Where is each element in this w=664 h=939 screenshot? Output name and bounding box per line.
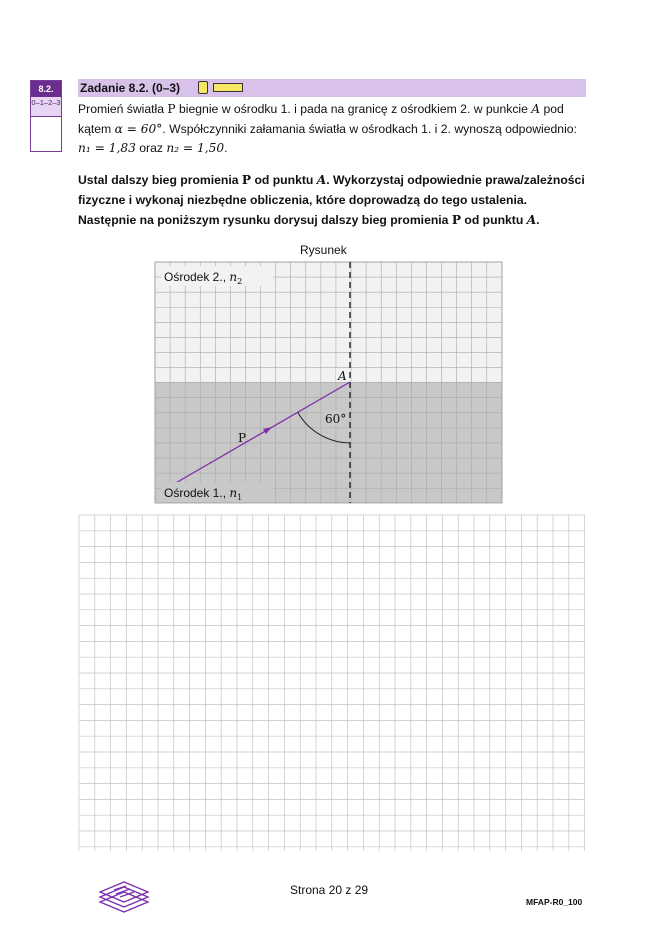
angle-label: 60° bbox=[325, 412, 347, 426]
point-symbol: A bbox=[316, 173, 327, 187]
instruction-text: Ustal dalszy bieg promienia bbox=[78, 173, 242, 187]
instruction-text: od punktu bbox=[251, 173, 317, 187]
instruction-text: . bbox=[536, 213, 540, 227]
logo-icon bbox=[96, 876, 152, 916]
intro-text: . bbox=[224, 141, 228, 155]
intro-text: Promień światła bbox=[78, 102, 168, 116]
intro-text: . Współczynniki załamania światła w ośrodkach 1. i 2. wynoszą odpowiednio: bbox=[162, 121, 577, 136]
n2-expression: n₂ = 1,50 bbox=[166, 141, 225, 155]
point-a-label: A bbox=[338, 369, 347, 383]
point-symbol: A bbox=[526, 213, 537, 227]
instruction-text: . Wykorzystaj odpowiednie prawa/zależności bbox=[326, 173, 585, 187]
n1-expression: n₁ = 1,83 bbox=[78, 141, 136, 155]
instruction-text: fizyczne i wykonaj niezbędne obliczenia, które doprowadzą do tego ustalenia. bbox=[78, 192, 527, 207]
medium-2-label: Ośrodek 2., $n_2$ bbox=[164, 270, 243, 286]
task-title: Zadanie 8.2. (0–3) bbox=[80, 81, 181, 95]
intro-text: kątem bbox=[78, 121, 115, 136]
ray-symbol: P bbox=[167, 102, 176, 116]
task-score-scale: 0–1–2–3 bbox=[31, 97, 61, 117]
ray-symbol: P bbox=[451, 213, 462, 227]
answer-grid-lines bbox=[79, 515, 585, 851]
instruction-text: Następnie na poniższym rysunku dorysuj dalszy bieg promienia bbox=[78, 213, 452, 227]
angle-expression: α = 60° bbox=[114, 121, 163, 136]
medium-1-label: Ośrodek 1., $n_1$ bbox=[164, 486, 243, 502]
intro-text: oraz bbox=[135, 141, 167, 155]
ray-p-label: P bbox=[238, 431, 247, 445]
intro-text: pod bbox=[540, 102, 564, 116]
instruction-text: od punktu bbox=[461, 213, 527, 227]
point-symbol: A bbox=[531, 102, 541, 116]
intro-text: biegnie w ośrodku 1. i pada na granicę z ośrodkiem 2. w punkcie bbox=[175, 102, 532, 116]
ray-symbol: P bbox=[241, 173, 252, 187]
figure-caption: Rysunek bbox=[300, 243, 347, 257]
document-code: MFAP-R0_100 bbox=[526, 897, 583, 907]
page-number: Strona 20 z 29 bbox=[290, 883, 369, 897]
task-number: 8.2. bbox=[31, 81, 61, 97]
